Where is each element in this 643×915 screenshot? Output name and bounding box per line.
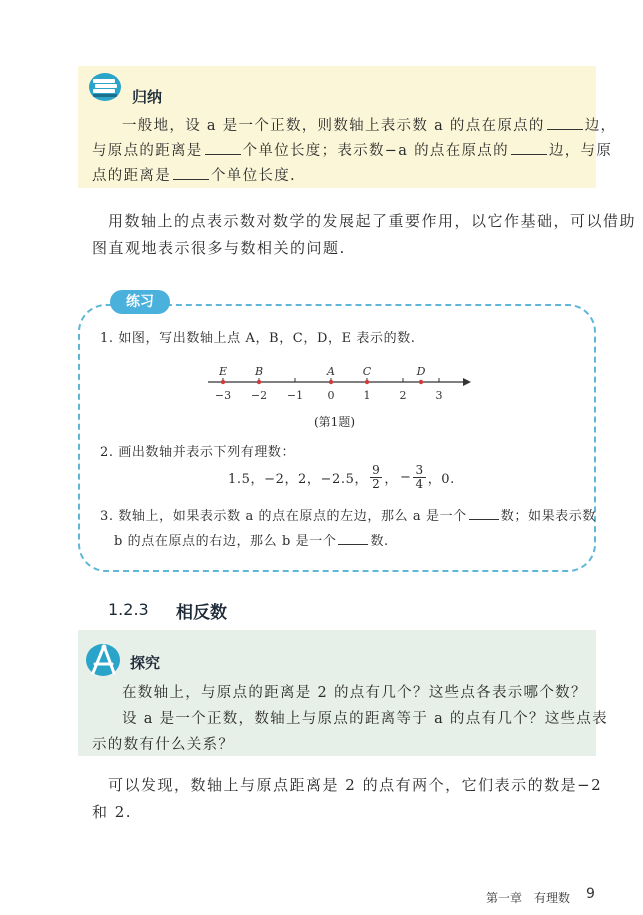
number-line-figure — [205, 360, 475, 406]
exercise-q1: 1. 如图，写出数轴上点 A，B，C，D，E 表示的数. — [100, 331, 416, 346]
question-text: 数；如果表示数 — [500, 509, 596, 524]
tick-label: 1 — [363, 389, 371, 402]
conclusion-line-1: 可以发现，数轴上与原点距离是 2 的点有两个，它们表示的数是−2 — [108, 776, 603, 794]
number-list: ，0. — [427, 472, 455, 487]
compass-icon — [84, 642, 124, 678]
point-marker — [257, 380, 261, 384]
tick-label: 0 — [327, 389, 335, 402]
fraction-denominator: 4 — [415, 477, 424, 491]
summary-text: 个单位长度；表示数−a 的点在原点的 — [242, 143, 509, 159]
point-label: B — [254, 365, 264, 378]
axis-arrow — [463, 378, 471, 386]
summary-text: 边， — [584, 118, 617, 134]
exercise-q2-list: 1.5，−2，2，−2.5， $\frac{9}{2}$ ， − $\frac{3}{4}$ ，0. — [228, 463, 455, 491]
question-text: b 的点在原点的右边，那么 b 是一个 — [114, 534, 337, 549]
exercise-q2: 2. 画出数轴并表示下列有理数： — [100, 445, 296, 460]
exercise-q3-line-1 — [100, 505, 596, 524]
summary-line-1 — [92, 114, 616, 135]
explore-line-3: 示的数有什么关系？ — [92, 737, 235, 753]
fraction — [370, 464, 382, 491]
answer-blank — [338, 530, 368, 545]
intro-line-1: 用数轴上的点表示数对数学的发展起了重要作用，以它作基础，可以借助 — [108, 212, 637, 230]
footer-chapter: 第一章 有理数 — [486, 891, 571, 905]
section-title: 相反数 — [176, 603, 227, 623]
summary-text: 个单位长度. — [211, 168, 296, 184]
tick-label: 2 — [399, 389, 407, 402]
answer-blank — [173, 165, 209, 180]
point-marker — [221, 380, 225, 384]
point-marker — [419, 380, 423, 384]
question-text: 3. 数轴上，如果表示数 a 的点在原点的左边，那么 a 是一个 — [100, 509, 467, 524]
minus-sign: − — [399, 470, 412, 485]
fraction-denominator: 2 — [372, 477, 381, 491]
point-label: E — [218, 365, 228, 378]
fraction-numerator: 3 — [415, 463, 424, 477]
summary-line-2 — [92, 139, 612, 160]
number-list: 1.5，−2，2，−2.5， — [228, 472, 369, 487]
book-stack-icon — [88, 72, 124, 102]
summary-text: 点的距离是 — [92, 168, 171, 184]
point-label: C — [362, 365, 372, 378]
summary-text: 一般地，设 a 是一个正数，则数轴上表示数 a 的点在原点的 — [122, 118, 545, 134]
fraction-numerator: 9 — [372, 463, 381, 477]
tick-label: −1 — [286, 389, 304, 402]
summary-title: 归纳 — [132, 88, 163, 106]
figure-caption: (第1题) — [314, 415, 355, 429]
fraction — [413, 464, 425, 491]
explore-line-2: 设 a 是一个正数，数轴上与原点的距离等于 a 的点有几个？这些点表 — [122, 711, 608, 727]
explore-title: 探究 — [130, 654, 161, 672]
conclusion-line-2: 和 2. — [92, 803, 133, 821]
tick-label: −3 — [214, 389, 232, 402]
page-number: 9 — [586, 886, 595, 902]
point-label: D — [416, 365, 426, 378]
point-label: A — [327, 365, 335, 378]
point-marker — [365, 380, 369, 384]
exercise-q3-line-2 — [114, 530, 389, 549]
summary-text: 与原点的距离是 — [92, 143, 203, 159]
explore-line-1: 在数轴上，与原点的距离是 2 的点有几个？这些点各表示哪个数？ — [122, 685, 587, 701]
summary-line-3 — [92, 164, 296, 185]
question-text: 数. — [370, 534, 389, 549]
section-number: 1.2.3 — [108, 600, 149, 619]
answer-blank — [547, 115, 583, 130]
tick-label: 3 — [435, 389, 443, 402]
answer-blank — [511, 140, 547, 155]
summary-text: 边，与原 — [548, 143, 613, 159]
exercise-label: 练习 — [110, 290, 170, 314]
point-marker — [329, 380, 333, 384]
tick-label: −2 — [250, 389, 268, 402]
answer-blank — [469, 505, 499, 520]
answer-blank — [205, 140, 241, 155]
intro-line-2: 图直观地表示很多与数相关的问题. — [92, 239, 346, 257]
